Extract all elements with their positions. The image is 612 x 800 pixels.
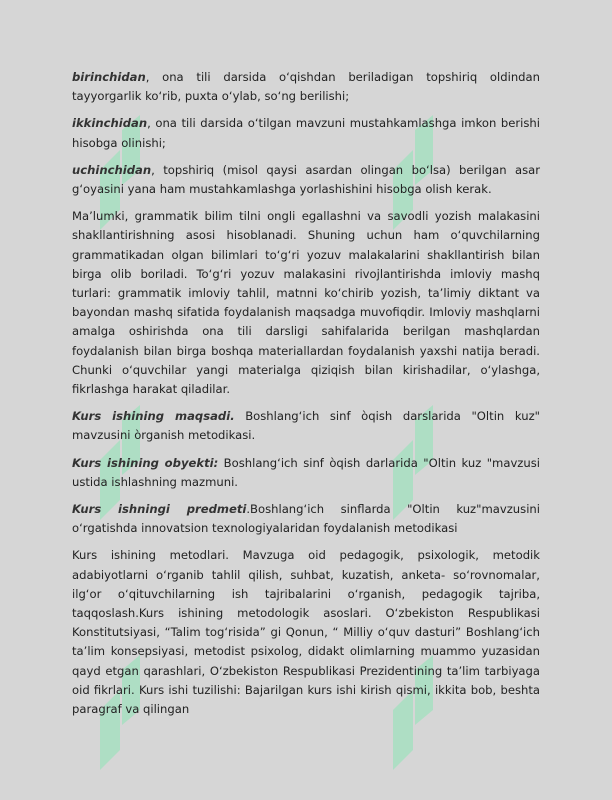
paragraph (72, 546, 540, 719)
paragraph (72, 161, 540, 199)
paragraph-lead: birinchidan (72, 70, 146, 84)
paragraph-text: Ma’lumki, grammatik bilim tilni ongli egallashni va savodli yozish malakasini shakllantirishning asosi hisoblanadi. Shuning uchun ham o‘quvchilarning grammatikadan olgan bilimlari to‘g‘ri yozuv malakalarini shakllantirish bilan birga olib boriladi. To‘g‘ri yozuv malakasini rivojlantirishda imloviy mashq turlari: grammatik imloviy tahlil, matnni ko‘chirib yozish, ta’limiy diktant va bayondan mashq sifatida foydalanish maqsadga muvofiqdir. Imloviy mashqlarni amalga oshirishda ona tili darsligi sahifalarida berilgan mashqlardan foydalanish bilan birga boshqa materiallardan foydalanish yaxshi natija beradi. Chunki o‘quvchilar yangi materialga qiziqish bilan kirishadilar, o‘ylashga, fikrlashga harakat qiladilar. (72, 209, 540, 397)
document-body (72, 68, 540, 727)
paragraph-text: Kurs ishining metodlari. Mavzuga oid pedagogik, psixologik, metodik adabiyotlarni o‘rganib tahlil qilish, suhbat, kuzatish, anketa- so‘rovnomalar, ilg‘or o‘qituvchilarning ish tajribalarini o‘rganish, pedagogik tajriba, taqqoslash.Kurs ishining metodologik asoslari. O‘zbekiston Respublikasi Konstitutsiyasi, “Talim tog‘risida” gi Qonun, “ Milliy o‘quv dasturi” Boshlang‘ich ta’lim konsepsiyasi, metodist psixolog, didakt olimlarning muammo yuzasidan qayd etgan qarashlari, O‘zbekiston Respublikasi Prezidentining ta’lim tarbiyaga oid fikrlari. Kurs ishi tuzilishi: Bajarilgan kurs ishi kirish qismi, ikkita bob, beshta paragraf va qilingan (72, 548, 540, 717)
paragraph (72, 500, 540, 538)
paragraph (72, 114, 540, 152)
paragraph (72, 207, 540, 399)
paragraph-lead: Kurs ishningi predmeti (72, 502, 247, 517)
paragraph-text: , topshiriq (misol qaysi asardan olingan bo‘lsa) berilgan asar g‘oyasini yana ham mustahkamlashga yorlashishini hisobga olish kerak. (72, 162, 540, 197)
paragraph-text: .Boshlang‘ich sinflarda "Oltin kuz"mavzusini o‘rgatishda innovatsion texnologiyalaridan foydalanish metodikasi (72, 502, 540, 536)
paragraph-text: Boshlang‘ich sinf òqish darlarida "Oltin kuz "mavzusi ustida ishlashning mazmuni. (72, 455, 540, 489)
paragraph-text: , ona tili darsida o‘qishdan beriladigan topshiriq oldindan tayyorgarlik ko‘rib, puxta o‘ylab, so‘ng berilishi; (72, 70, 540, 104)
paragraph-lead: ikkinchidan (72, 116, 148, 131)
paragraph (72, 68, 540, 106)
paragraph-text: Boshlang‘ich sinf òqish darslarida "Oltin kuz" mavzusini òrganish metodikasi. (72, 409, 540, 443)
paragraph-lead: Kurs ishining maqsadi. (72, 409, 235, 424)
paragraph (72, 407, 540, 445)
paragraph (72, 454, 540, 492)
paragraph-lead: Kurs ishining obyekti: (72, 455, 219, 470)
paragraph-lead: uchinchidan (72, 162, 152, 177)
paragraph-text: , ona tili darsida o‘tilgan mavzuni mustahkamlashga imkon berishi hisobga olinishi; (72, 116, 540, 150)
